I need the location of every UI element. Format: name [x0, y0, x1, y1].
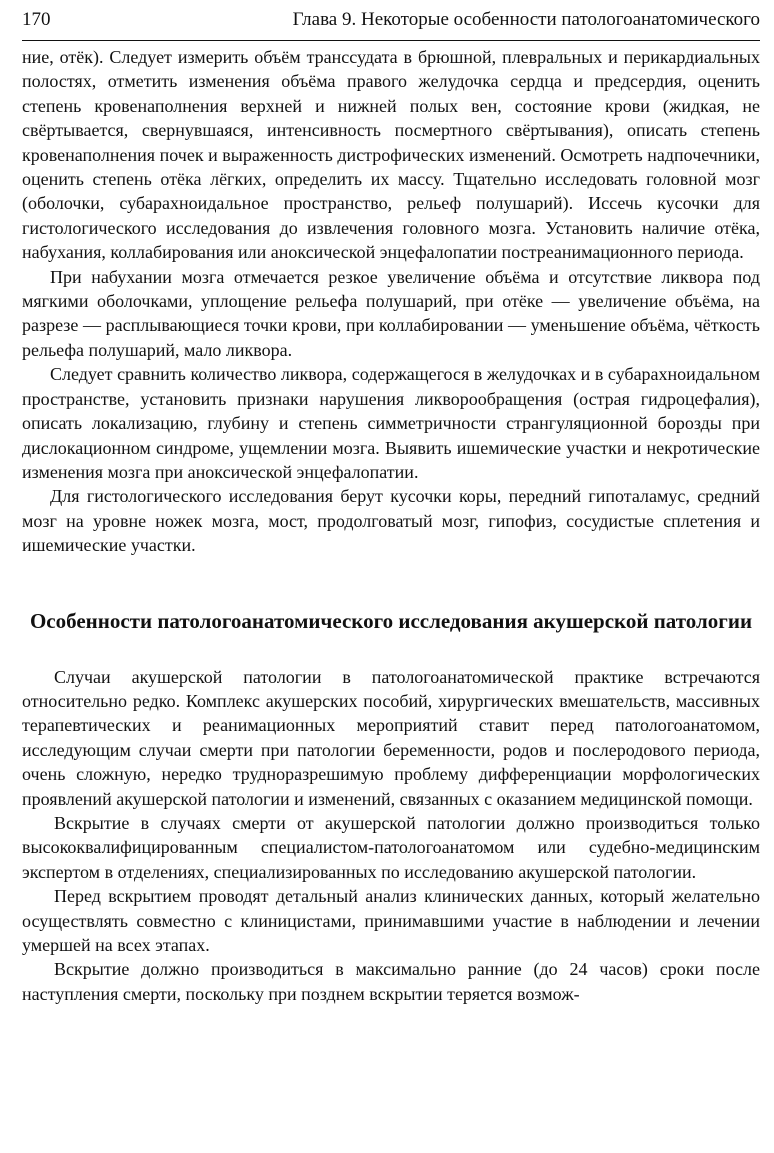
paragraph: Случаи акушерской патологии в патологоанатомической практике встречаются относительно редко. Комплекс акушерских пособий, хирургических вмешательств, массивных терапевтических и реанимационных мероприятий ставит перед патологоанатомом, исследующим случаи смерти при патологии беременности, родов и послеродового периода, очень сложную, нередко трудноразрешимую проблему дифференциации морфологических проявлений акушерской патологии и изменений, связанных с оказанием медицинской помощи.	[22, 666, 760, 809]
paragraph: Вскрытие в случаях смерти от акушерской патологии должно производиться только высококвалифицированным специалистом-патологоанатомом или судебно-медицинским экспертом в отделениях, специализированных по исследованию акушерской патологии.	[22, 812, 760, 882]
paragraph: ние, отёк). Следует измерить объём транссудата в брюшной, плевральных и перикардиальных полостях, отметить изменения объёма правого желудочка сердца и предсердия, оценить степень кровенаполнения верхней и нижней полых вен, состояние крови (жидкая, не свёртывается, свернувшаяся, интенсивность посмертного свёртывания), описать степень кровенаполнения почек и выраженность дистрофических изменений. Осмотреть надпочечники, оценить степень отёка лёгких, определить их массу. Тщательно исследовать головной мозг (оболочки, субарахноидальное пространство, рельеф полушарий). Иссечь кусочки для гистологического исследования до извлечения головного мозга. Установить наличие отёка, набухания, коллабирования или аноксической энцефалопатии постреанимационного периода.	[22, 47, 760, 263]
section-title: Особенности патологоанатомического исследования акушерской патологии	[29, 608, 753, 633]
paragraph: Для гистологического исследования берут кусочки коры, передний гипоталамус, средний мозг на уровне ножек мозга, мост, продолговатый мозг, гипофиз, сосудистые сплетения и ишемические участки.	[22, 486, 760, 556]
body-text	[22, 45, 760, 1006]
paragraph: Следует сравнить количество ликвора, содержащегося в желудочках и в субарахноидальном пространстве, установить признаки нарушения ликворообращения (острая гидроцефалия), описать локализацию, глубину и степень симметричности странгуляционной борозды при дислокационном синдроме, ущемлении мозга. Выявить ишемические участки и некротические изменения мозга при аноксической энцефалопатии.	[22, 364, 760, 482]
paragraph: При набухании мозга отмечается резкое увеличение объёма и отсутствие ликвора под мягкими оболочками, уплощение рельефа полушарий, при отёке — увеличение объёма, на разрезе — расплывающиеся точки крови, при коллабировании — уменьшение объёма, чёткость рельефа полушарий, мало ликвора.	[22, 266, 760, 360]
running-header	[22, 0, 760, 41]
section-body	[22, 665, 760, 1007]
book-page	[22, 0, 760, 1006]
paragraph: Перед вскрытием проводят детальный анализ клинических данных, который желательно осуществлять совместно с клиницистами, принимавшими участие в наблюдении и лечении умершей на всех этапах.	[22, 886, 760, 955]
paragraph: Вскрытие должно производиться в максимально ранние (до 24 часов) сроки после наступления смерти, поскольку при позднем вскрытии теряется возмож-	[22, 959, 760, 1004]
page-number: 170	[22, 9, 51, 30]
running-title: Глава 9. Некоторые особенности патологоанатомического	[292, 9, 760, 30]
